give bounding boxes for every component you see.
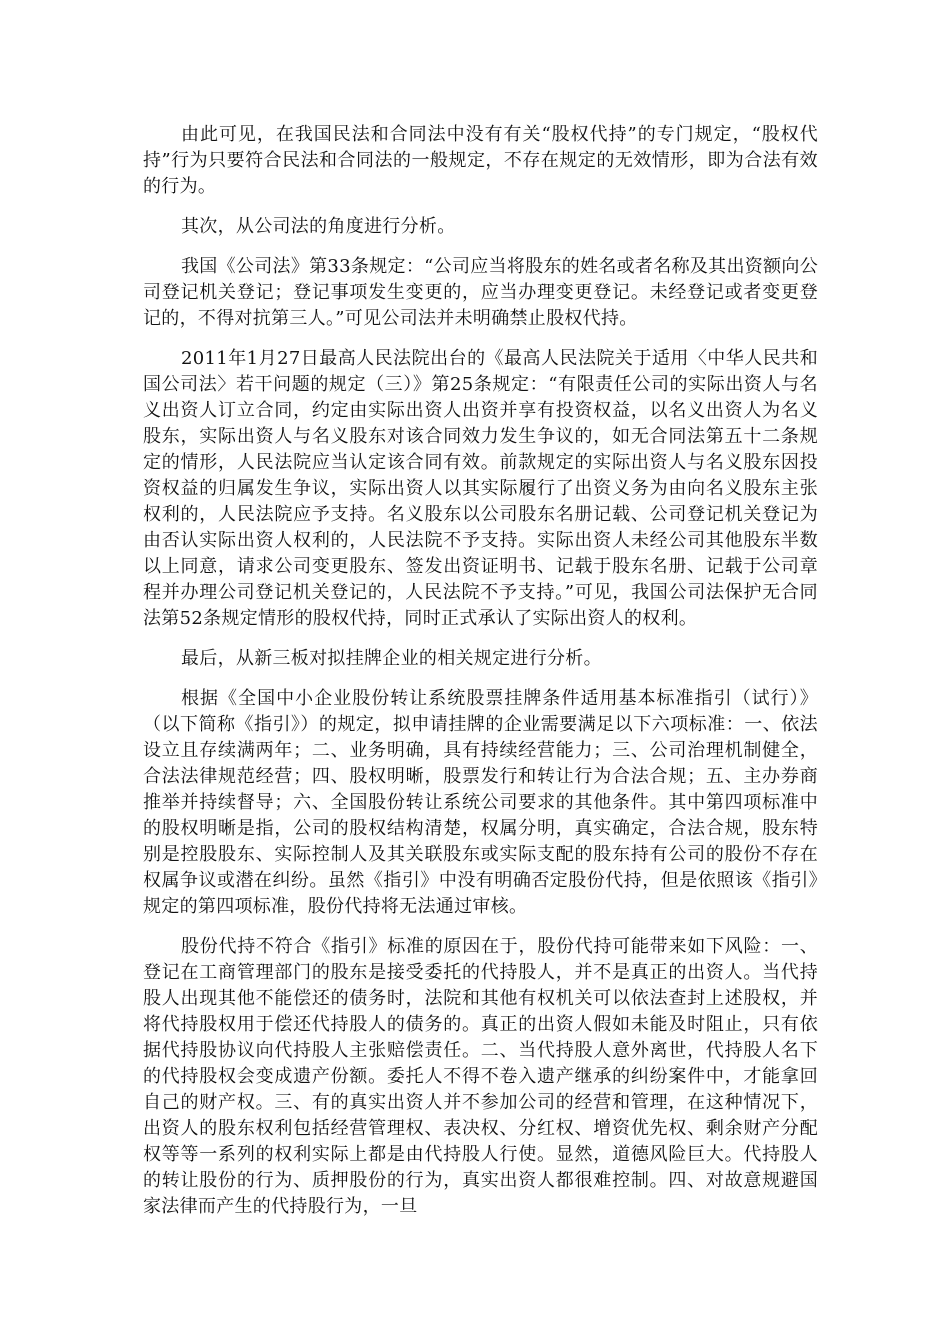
paragraph-5: 最后，从新三板对拟挂牌企业的相关规定进行分析。	[181, 648, 602, 669]
document-page	[143, 122, 818, 1234]
paragraph-3: 我国《公司法》第33条规定：“公司应当将股东的姓名或者名称及其出资额向公司登记机关登记；登记事项发生变更的，应当办理变更登记。未经登记或者变更登记的，不得对抗第三人。”可见公司法并未明确禁止股权代持。	[143, 256, 818, 329]
paragraph-1: 由此可见，在我国民法和合同法中没有有关“股权代持”的专门规定，“股权代持”行为只要符合民法和合同法的一般规定，不存在规定的无效情形，即为合法有效的行为。	[143, 124, 818, 197]
paragraph-4: 2011年1月27日最高人民法院出台的《最高人民法院关于适用〈中华人民共和国公司法〉若干问题的规定（三）》第25条规定：“有限责任公司的实际出资人与名义出资人订立合同，约定由实际出资人出资并享有投资权益，以名义出资人为名义股东，实际出资人与名义股东对该合同效力发生争议的，如无合同法第五十二条规定的情形，人民法院应当认定该合同有效。前款规定的实际出资人与名义股东因投资权益的归属发生争议，实际出资人以其实际履行了出资义务为由向名义股东主张权利的，人民法院应予支持。名义股东以公司股东名册记载、公司登记机关登记为由否认实际出资人权利的，人民法院不予支持。实际出资人未经公司其他股东半数以上同意，请求公司变更股东、签发出资证明书、记载于股东名册、记载于公司章程并办理公司登记机关登记的，人民法院不予支持。”可见，我国公司法保护无合同法第52条规定情形的股权代持，同时正式承认了实际出资人的权利。	[143, 348, 818, 629]
paragraph-2: 其次，从公司法的角度进行分析。	[181, 216, 456, 237]
paragraph-6: 根据《全国中小企业股份转让系统股票挂牌条件适用基本标准指引（试行）》（以下简称《指引》）的规定，拟申请挂牌的企业需要满足以下六项标准：一、依法设立且存续满两年；二、业务明确，具有持续经营能力；三、公司治理机制健全，合法法律规范经营；四、股权明晰，股票发行和转让行为合法合规；五、主办券商推举并持续督导；六、全国股份转让系统公司要求的其他条件。其中第四项标准中的股权明晰是指，公司的股权结构清楚，权属分明，真实确定，合法合规，股东特别是控股股东、实际控制人及其关联股东或实际支配的股东持有公司的股份不存在权属争议或潜在纠纷。虽然《指引》中没有明确否定股份代持，但是依照该《指引》规定的第四项标准，股份代持将无法通过审核。	[143, 688, 818, 917]
paragraph-7: 股份代持不符合《指引》标准的原因在于，股份代持可能带来如下风险：一、登记在工商管理部门的股东是接受委托的代持股人，并不是真正的出资人。当代持股人出现其他不能偿还的债务时，法院和其他有权机关可以依法查封上述股权，并将代持股权用于偿还代持股人的债务的。真正的出资人假如未能及时阻止，只有依据代持股协议向代持股人主张赔偿责任。二、当代持股人意外离世，代持股人名下的代持股权会变成遗产份额。委托人不得不卷入遗产继承的纠纷案件中，才能拿回自己的财产权。三、有的真实出资人并不参加公司的经营和管理，在这种情况下，出资人的股东权利包括经营管理权、表决权、分红权、增资优先权、剩余财产分配权等等一系列的权利实际上都是由代持股人行使。显然，道德风险巨大。代持股人的转让股份的行为、质押股份的行为，真实出资人都很难控制。四、对故意规避国家法律而产生的代持股行为，一旦	[143, 936, 818, 1217]
